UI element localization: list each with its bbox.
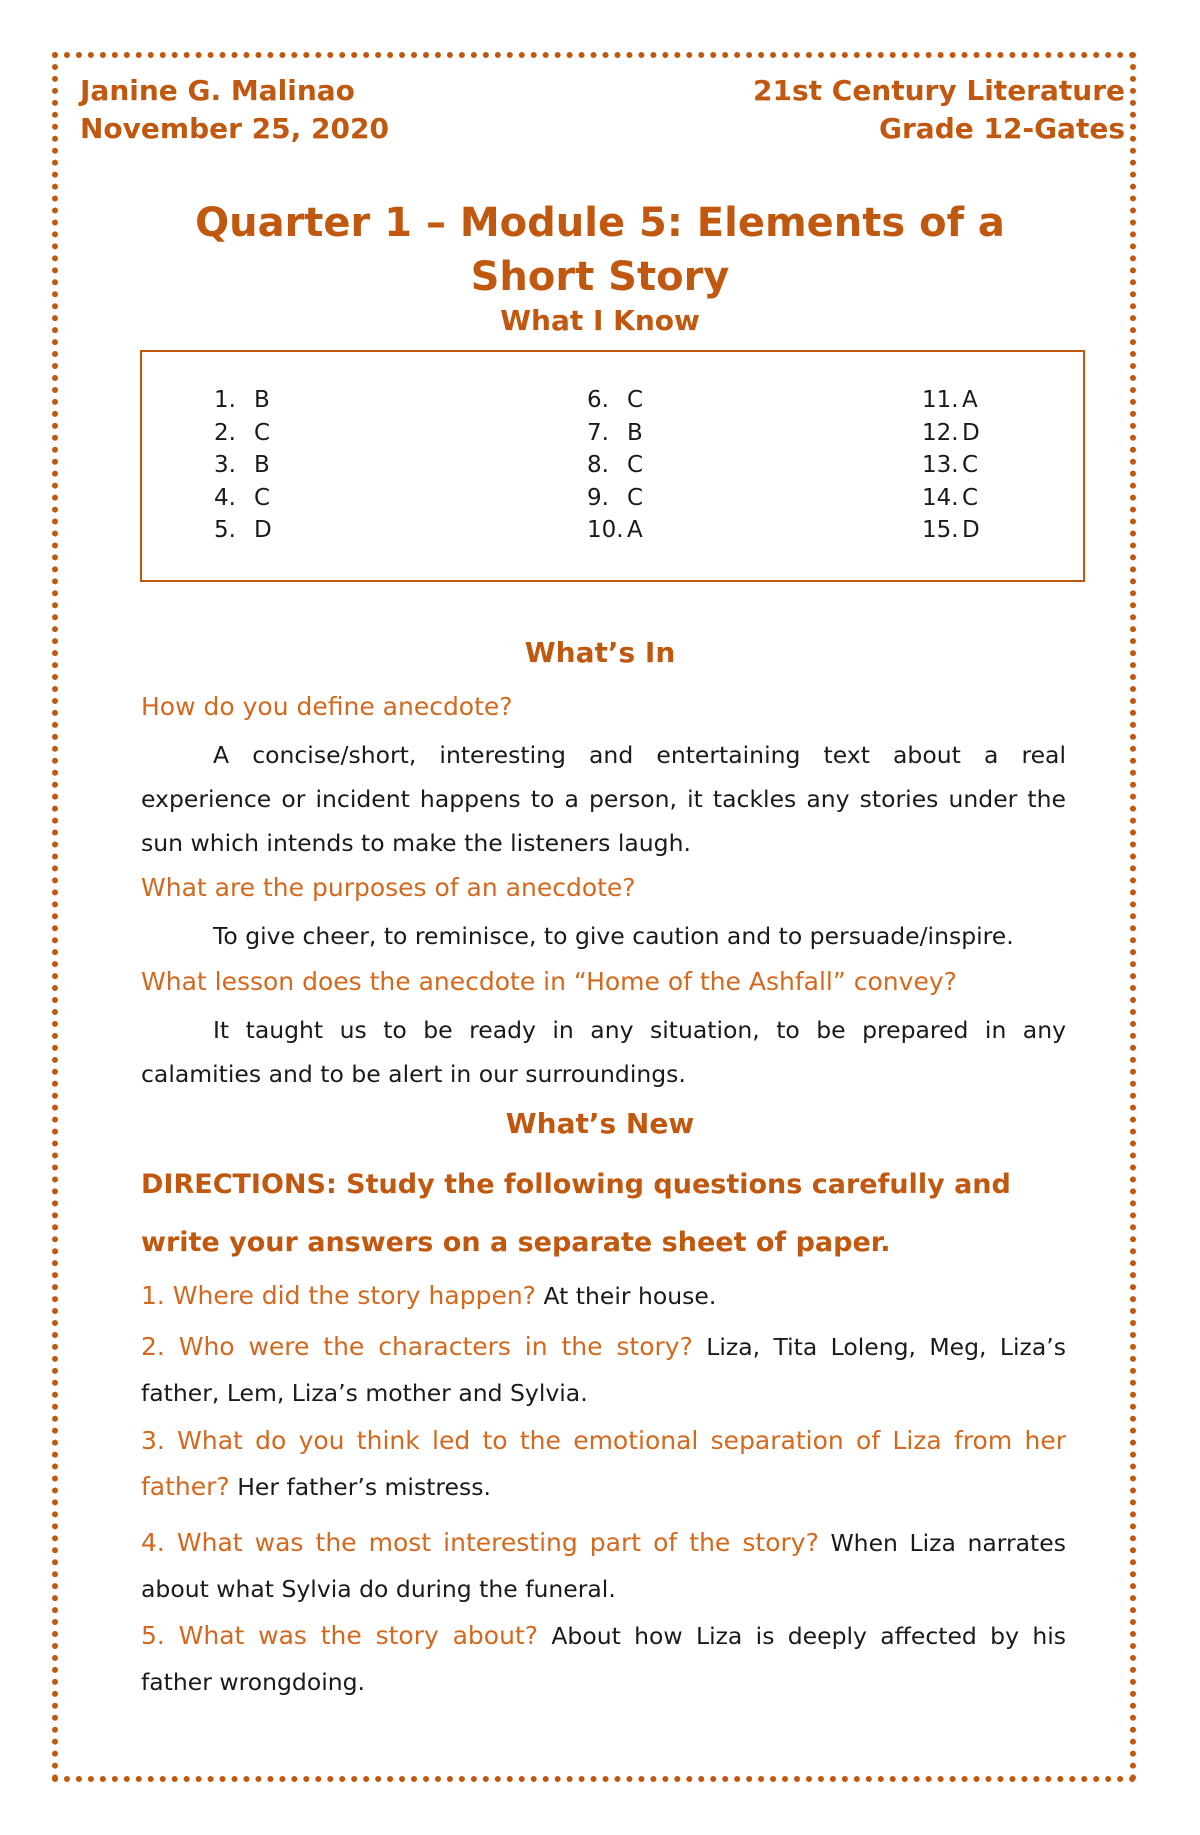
- whats-in-question-1: How do you define anecdote?: [141, 692, 513, 721]
- question-item-5: 5. What was the story about? About how Liza is deeply affected by his father wrongdoing.: [141, 1621, 1066, 1696]
- question-item-3: 3. What do you think led to the emotional separation of Liza from her father? Her father’s mistress.: [141, 1426, 1066, 1501]
- what-i-know-heading: What I Know: [500, 304, 700, 337]
- answer-row: 10. A: [587, 517, 643, 543]
- question-item-4: 4. What was the most interesting part of the story? When Liza narrates about what Sylvia do during the funeral.: [141, 1528, 1066, 1603]
- answer-row: 4. C: [214, 484, 271, 511]
- student-info: [80, 72, 389, 148]
- answer-row: 1. B: [214, 387, 270, 413]
- answer-row: 15. D: [922, 517, 980, 543]
- answer-row: 3. B: [214, 452, 270, 478]
- answer-row: 2. C: [214, 419, 271, 446]
- question-item-1: 1. Where did the story happen? At their house.: [141, 1281, 717, 1310]
- answer-column-2: [587, 384, 643, 547]
- student-name: Janine G. Malinao: [80, 74, 355, 107]
- answer-column-3: [922, 384, 980, 547]
- answer-key-box: [140, 350, 1085, 582]
- whats-new-heading: What’s New: [505, 1107, 695, 1140]
- question-item-2: 2. Who were the characters in the story? Liza, Tita Loleng, Meg, Liza’s father, Lem, Liza’s mother and Sylvia.: [141, 1332, 1066, 1407]
- answer-row: 7. B: [587, 419, 643, 446]
- whats-in-answer-2: To give cheer, to reminisce, to give caution and to persuade/inspire.: [213, 922, 1014, 950]
- directions: DIRECTIONS: Study the following questions carefully and write your answers on a separate sheet of paper.: [141, 1169, 1011, 1258]
- whats-in-heading: What’s In: [524, 636, 676, 669]
- whats-in-question-2: What are the purposes of an anecdote?: [141, 873, 636, 902]
- grade-section: Grade 12-Gates: [879, 112, 1125, 145]
- page-title: Quarter 1 – Module 5: Elements of a Short Story: [195, 200, 1005, 300]
- answer-row: 6. C: [587, 387, 644, 413]
- course-name: 21st Century Literature: [753, 74, 1125, 107]
- answer-column-1: [214, 384, 272, 547]
- whats-in-question-3: What lesson does the anecdote in “Home of the Ashfall” convey?: [141, 967, 957, 996]
- answer-row: 13. C: [922, 452, 979, 478]
- answer-row: 12. D: [922, 419, 980, 446]
- whats-in-answer-3: It taught us to be ready in any situation, to be prepared in any calamities and to be alert in our surroundings.: [141, 1016, 1066, 1088]
- answer-row: 5. D: [214, 517, 272, 543]
- answer-row: 14. C: [922, 484, 979, 511]
- submission-date: November 25, 2020: [80, 112, 389, 145]
- answer-row: 9. C: [587, 484, 644, 511]
- answer-row: 11. A: [922, 387, 978, 413]
- whats-in-answer-1: A concise/short, interesting and entertaining text about a real experience or incident happens to a person, it tackles any stories under the sun which intends to make the listeners laugh.: [141, 741, 1066, 857]
- answer-row: 8. C: [587, 452, 644, 478]
- course-info: [753, 72, 1125, 148]
